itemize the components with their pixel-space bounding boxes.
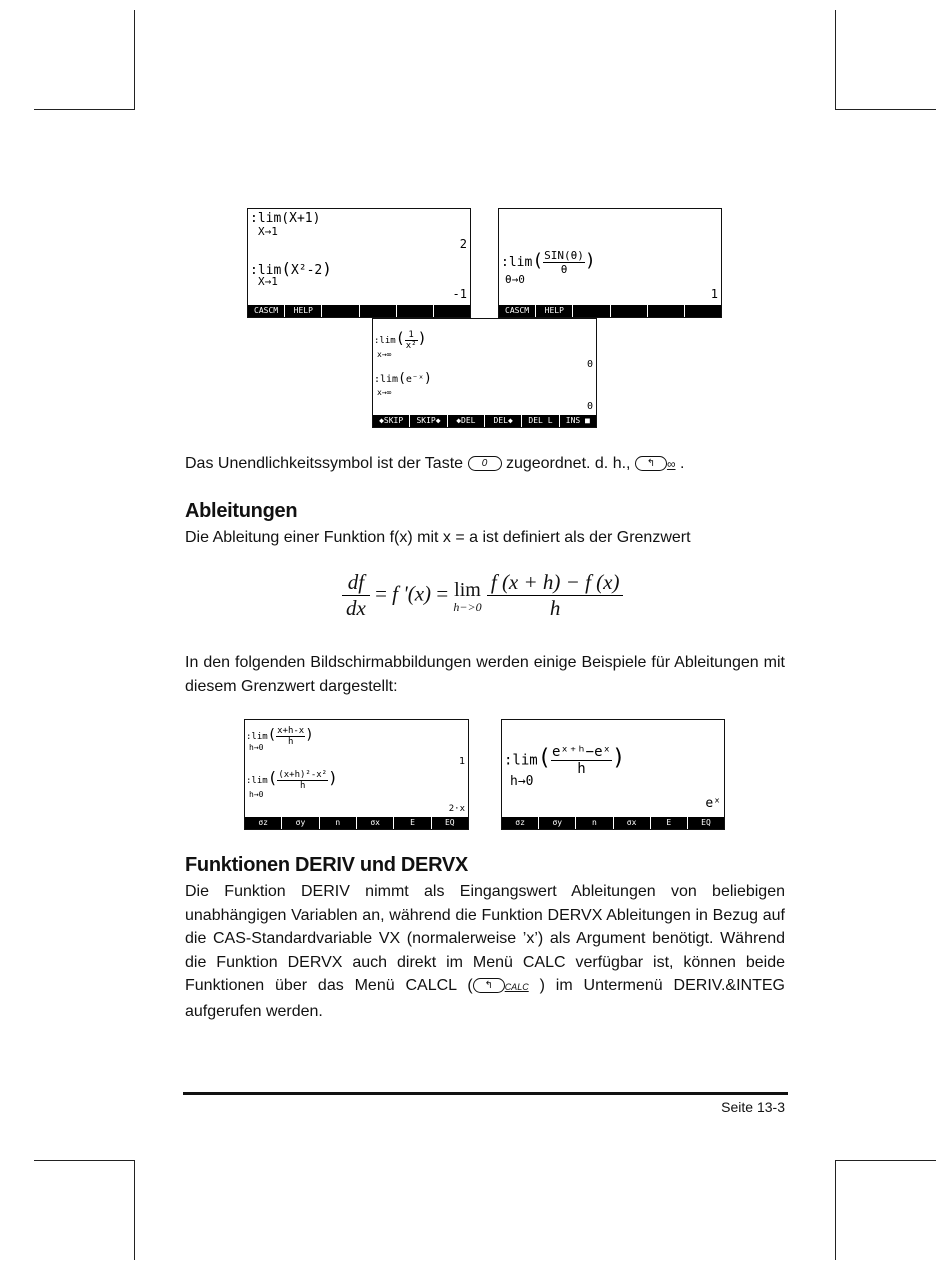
denominator: θ xyxy=(560,263,568,276)
softkey xyxy=(573,305,610,317)
softkey: σz xyxy=(502,817,539,829)
equals-sign: = xyxy=(436,581,449,606)
paren-close: ) xyxy=(423,371,432,386)
screen-expression xyxy=(501,249,596,276)
section-heading-deriv-dervx: Funktionen DERIV und DERVX xyxy=(185,854,468,876)
fraction xyxy=(551,744,612,777)
softkey xyxy=(648,305,685,317)
softkey xyxy=(685,305,721,317)
crop-mark xyxy=(34,109,134,110)
calculator-screen-limit-x-plus-1 xyxy=(247,208,471,318)
calculator-screen-exponential-derivative xyxy=(501,719,725,830)
softkey: SKIP◆ xyxy=(410,415,447,427)
numerator: eˣ⁺ʰ−eˣ xyxy=(551,744,611,760)
softkey: EQ xyxy=(701,818,711,827)
calculator-screen-limit-infinity xyxy=(372,318,597,428)
denominator: h xyxy=(577,761,586,777)
screen-expression: :lim(X+1) xyxy=(250,211,321,226)
screen-subscript: h→0 xyxy=(249,743,264,752)
denominator: h xyxy=(549,596,561,620)
numerator: f (x + h) − f (x) xyxy=(487,570,624,596)
screen-result: 0 xyxy=(586,359,593,370)
screen-result: 2·x xyxy=(448,804,465,814)
crop-mark xyxy=(34,1160,134,1161)
softkey xyxy=(397,305,434,317)
calculator-screen-limit-sin xyxy=(498,208,722,318)
fraction xyxy=(405,330,418,351)
screen-result: 2 xyxy=(459,237,467,251)
infinity-key-label: ∞ xyxy=(666,457,676,471)
page-number: Seite 13-3 xyxy=(721,1099,785,1115)
paren-close: ) xyxy=(328,768,338,787)
softkey: E xyxy=(651,817,688,829)
paren-open: ( xyxy=(281,259,291,278)
derivative-fraction xyxy=(342,570,370,621)
paren-close: ) xyxy=(611,745,626,771)
denominator: h xyxy=(300,781,306,791)
screen-result: 0 xyxy=(586,401,593,412)
softkey: σy xyxy=(539,817,576,829)
softkey: E xyxy=(394,817,431,829)
paren-open: ( xyxy=(267,727,277,743)
difference-quotient xyxy=(487,570,624,621)
paren-close: ) xyxy=(417,329,427,347)
softkey: DEL◆ xyxy=(485,415,522,427)
softkey xyxy=(434,305,470,317)
softkey: ◆DEL xyxy=(448,415,485,427)
lim-prefix: :lim xyxy=(246,776,268,786)
crop-mark xyxy=(835,1160,836,1260)
softkey: ◆SKIP xyxy=(373,415,410,427)
numerator: df xyxy=(342,570,370,596)
lim-prefix: :lim xyxy=(501,255,533,270)
screen-result: eˣ xyxy=(705,796,721,811)
derivative-definition-formula xyxy=(342,570,623,621)
paragraph-deriv-dervx xyxy=(185,880,785,1023)
lim-prefix: :lim xyxy=(374,374,399,385)
paren-close: ) xyxy=(305,727,314,743)
screen-expression xyxy=(374,371,432,386)
softkey-menu xyxy=(373,415,596,427)
screen-expression xyxy=(374,329,427,351)
screen-result: 1 xyxy=(458,756,465,767)
denominator: x² xyxy=(405,341,417,351)
calculator-screen-derivative-examples xyxy=(244,719,469,830)
limit-argument: e⁻ˣ xyxy=(405,374,424,385)
paragraph-text: ) im Untermenü DERIV.&INTEG aufgerufen werden. xyxy=(185,977,785,1020)
softkey: σx xyxy=(614,817,651,829)
numerator: (x+h)²-x² xyxy=(278,770,328,780)
limit-argument: X²-2 xyxy=(290,263,323,278)
lim-subscript: h−>0 xyxy=(453,599,482,614)
softkey xyxy=(360,305,397,317)
fraction xyxy=(543,249,585,276)
numerator: x+h-x xyxy=(277,726,305,736)
softkey xyxy=(322,305,359,317)
softkey-menu xyxy=(502,817,724,829)
left-shift-arrow-icon: ↰ xyxy=(484,980,493,992)
paren-open: ( xyxy=(267,768,278,787)
numerator: 1 xyxy=(405,330,418,341)
lim-prefix: :lim xyxy=(250,263,282,278)
softkey-menu xyxy=(245,817,468,829)
limit-operator xyxy=(453,579,481,613)
key-label: 0 xyxy=(481,458,488,470)
calc-key-label: CALC xyxy=(504,982,529,992)
left-shift-key xyxy=(473,978,505,993)
fraction xyxy=(276,726,305,747)
denominator: dx xyxy=(346,596,366,620)
paren-open: ( xyxy=(537,745,551,771)
numerator: SIN(θ) xyxy=(544,249,584,262)
crop-mark xyxy=(836,109,936,110)
screen-subscript: X→1 xyxy=(258,275,278,288)
equals-sign: = xyxy=(375,581,387,606)
softkey-menu xyxy=(499,305,721,317)
crop-mark xyxy=(134,1160,135,1260)
paragraph-definition: Die Ableitung einer Funktion f(x) mit x = a ist definiert als der Grenzwert xyxy=(185,529,691,546)
softkey-menu xyxy=(248,305,470,317)
left-shift-arrow-icon: ↰ xyxy=(646,458,656,470)
paren-open: ( xyxy=(398,371,406,386)
screen-result: 1 xyxy=(710,287,718,301)
zero-key xyxy=(468,456,502,471)
screen-subscript: h→0 xyxy=(510,774,534,789)
screen-expression xyxy=(504,744,625,777)
denominator: h xyxy=(287,737,294,747)
softkey xyxy=(611,305,648,317)
crop-mark xyxy=(835,10,836,110)
paragraph-examples: In den folgenden Bildschirmabbildungen werden einige Beispiele für Ableitungen mit diesem Grenzwert dargestellt: xyxy=(185,654,785,695)
softkey: σy xyxy=(282,817,319,829)
screen-subscript: x→∞ xyxy=(377,350,392,359)
paragraph-infinity-key xyxy=(185,452,785,477)
softkey: INS ■ xyxy=(565,416,590,425)
lim-prefix: :lim xyxy=(246,732,268,742)
screen-subscript: h→0 xyxy=(249,790,264,799)
crop-mark xyxy=(836,1160,936,1161)
section-heading-derivatives: Ableitungen xyxy=(185,500,298,522)
paren-open: ( xyxy=(395,329,405,347)
paren-open: ( xyxy=(532,250,544,271)
softkey: EQ xyxy=(444,818,455,827)
screen-result: -1 xyxy=(452,287,467,301)
softkey: n xyxy=(576,817,613,829)
softkey: σz xyxy=(245,817,282,829)
paragraph-text: zugeordnet. d. h., xyxy=(505,455,631,472)
screen-subscript: X→1 xyxy=(258,225,278,238)
paren-close: ) xyxy=(322,259,332,278)
softkey: σx xyxy=(357,817,394,829)
screen-expression xyxy=(246,768,338,791)
paragraph-text: Das Unendlichkeitssymbol ist der Taste xyxy=(185,455,464,472)
fraction xyxy=(277,770,328,791)
softkey: n xyxy=(320,817,357,829)
lim-word: lim xyxy=(454,578,481,601)
screen-subscript: θ→0 xyxy=(505,273,525,286)
lim-prefix: :lim xyxy=(504,752,538,769)
paren-close: ) xyxy=(584,250,596,271)
softkey: DEL L xyxy=(522,415,559,427)
softkey: HELP xyxy=(536,305,573,317)
left-shift-key xyxy=(635,456,667,471)
softkey: HELP xyxy=(285,305,322,317)
f-prime: f '(x) xyxy=(392,581,432,606)
footer-rule xyxy=(183,1092,788,1095)
crop-mark xyxy=(134,10,135,110)
paragraph-text: Die Funktion DERIV nimmt als Eingangswert Ableitungen von beliebigen unabhängigen Variablen an, während die Funktion DERVX Ableitungen in Bezug auf die CAS-Standardvariable VX (normalerweise ’x’) als Argument benötigt. Während die Funktion DERVX auch direkt im Menü CALC verfügbar ist, können beide Funktionen über das Menü CALCL ( xyxy=(185,883,785,994)
lim-prefix: :lim xyxy=(374,336,396,346)
softkey: CASCM xyxy=(248,305,285,317)
screen-subscript: x→∞ xyxy=(377,388,392,397)
paragraph-text: . xyxy=(679,455,685,472)
softkey: CASCM xyxy=(499,305,536,317)
